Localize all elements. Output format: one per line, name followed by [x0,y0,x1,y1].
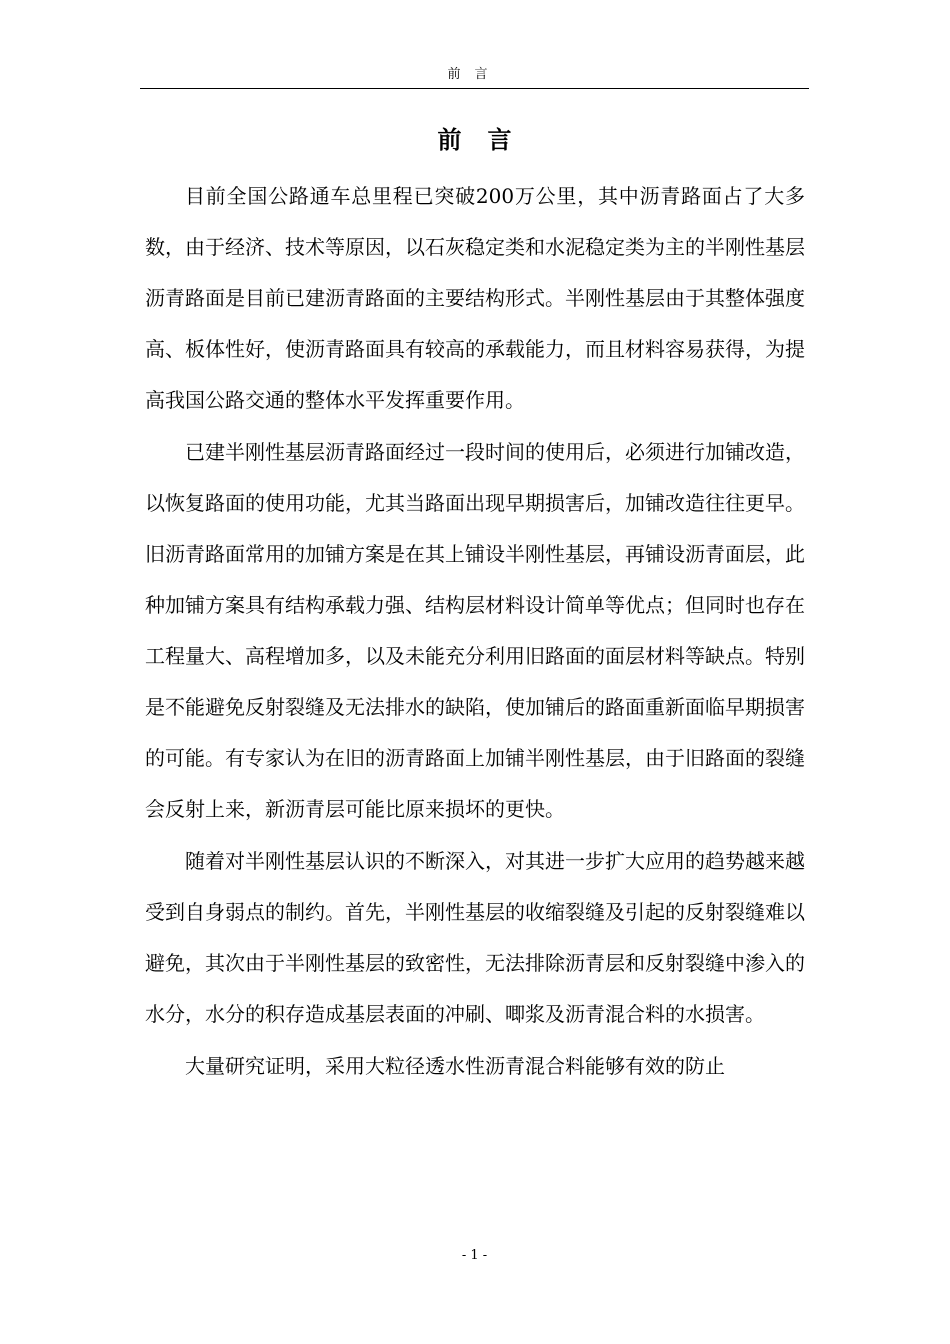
page-number: - 1 - [461,1248,488,1263]
running-header: 前言 [447,67,502,82]
page-title: 前言 [437,125,538,154]
paragraph-2: 已建半刚性基层沥青路面经过一段时间的使用后，必须进行加铺改造，以恢复路面的使用功能，尤其当路面出现早期损害后，加铺改造往往更早。旧沥青路面常用的加铺方案是在其上铺设半刚性基层，再铺设沥青面层，此种加铺方案具有结构承载力强、结构层材料设计简单等优点；但同时也存在工程量大、高程增加多，以及未能充分利用旧路面的面层材料等缺点。特别是不能避免反射裂缝及无法排水的缺陷，使加铺后的路面重新面临早期损害的可能。有专家认为在旧的沥青路面上加铺半刚性基层，由于旧路面的裂缝会反射上来，新沥青层可能比原来损坏的更快。 [145,440,805,821]
paragraph-1: 目前全国公路通车总里程已突破200万公里，其中沥青路面占了大多数，由于经济、技术等原因，以石灰稳定类和水泥稳定类为主的半刚性基层沥青路面是目前已建沥青路面的主要结构形式。半刚性基层由于其整体强度高、板体性好，使沥青路面具有较高的承载能力，而且材料容易获得，为提高我国公路交通的整体水平发挥重要作用。 [145,184,805,412]
body-text [145,171,805,1092]
paragraph-3: 随着对半刚性基层认识的不断深入，对其进一步扩大应用的趋势越来越受到自身弱点的制约。首先，半刚性基层的收缩裂缝及引起的反射裂缝难以避免，其次由于半刚性基层的致密性，无法排除沥青层和反射裂缝中渗入的水分，水分的积存造成基层表面的冲刷、唧浆及沥青混合料的水损害。 [145,849,805,1026]
paragraph-4: 大量研究证明，采用大粒径透水性沥青混合料能够有效的防止 [185,1054,725,1078]
header-rule [140,88,809,89]
